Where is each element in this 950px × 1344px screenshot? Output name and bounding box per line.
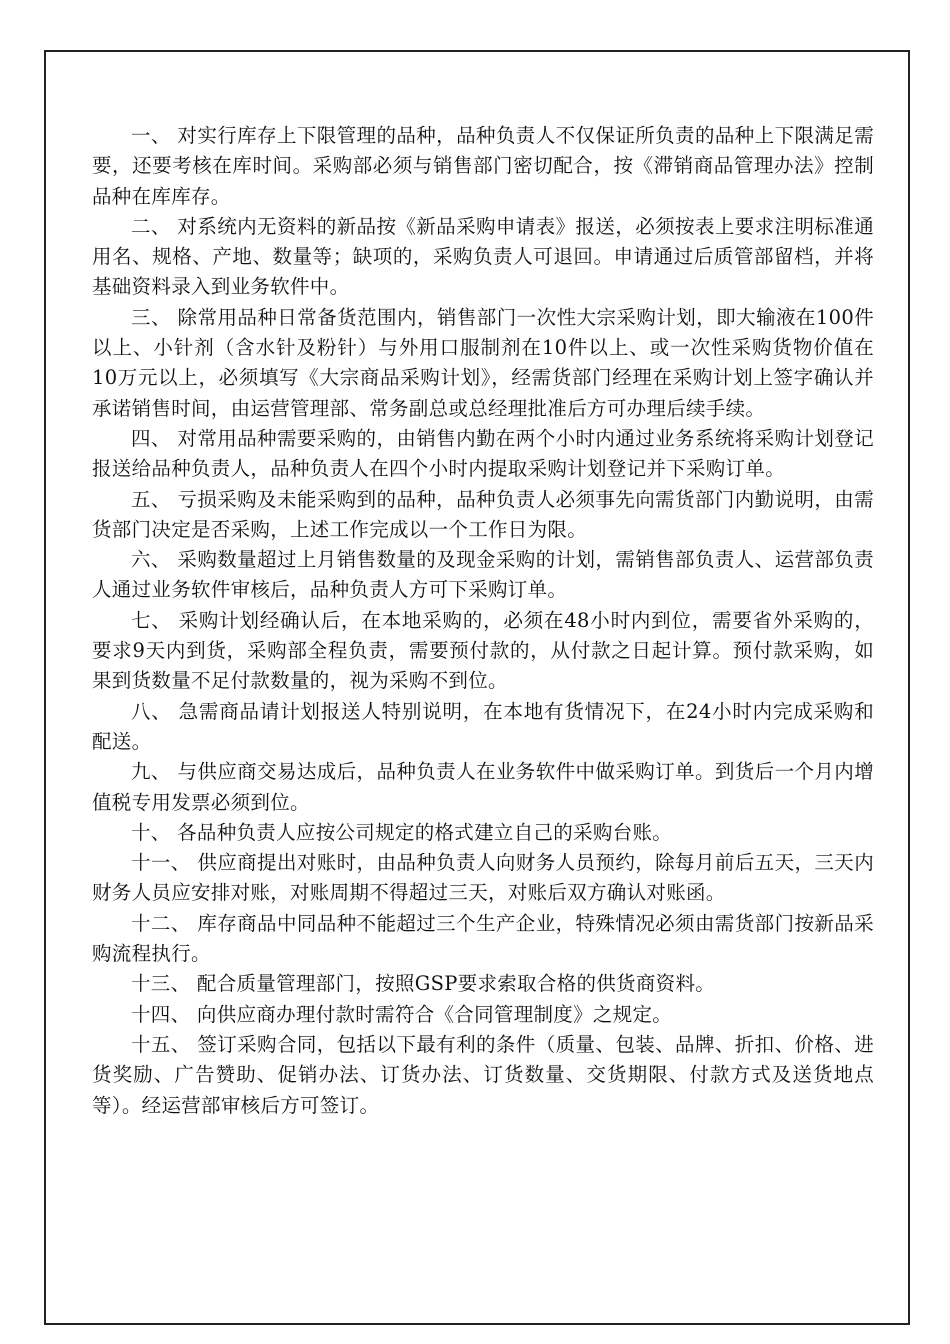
paragraph-6: 六、 采购数量超过上月销售数量的及现金采购的计划，需销售部负责人、运营部负责人通过业务软件审核后，品种负责人方可下采购订单。 xyxy=(92,548,874,602)
paragraph-13: 十三、 配合质量管理部门，按照GSP要求索取合格的供货商资料。 xyxy=(131,972,716,996)
document-body xyxy=(92,121,874,1121)
paragraph-15: 十五、 签订采购合同，包括以下最有利的条件（质量、包装、品牌、折扣、价格、进货奖励、广告赞助、促销办法、订货办法、订货数量、交货期限、付款方式及送货地点等）。经运营部审核后方可签订。 xyxy=(92,1032,874,1117)
paragraph-12: 十二、 库存商品中同品种不能超过三个生产企业，特殊情况必须由需货部门按新品采购流程执行。 xyxy=(92,911,874,966)
paragraph-4: 四、 对常用品种需要采购的，由销售内勤在两个小时内通过业务系统将采购计划登记报送给品种负责人，品种负责人在四个小时内提取采购计划登记并下采购订单。 xyxy=(92,426,874,481)
paragraph-8: 八、 急需商品请计划报送人特别说明，在本地有货情况下，在24小时内完成采购和配送。 xyxy=(92,699,874,753)
paragraph-9: 九、 与供应商交易达成后，品种负责人在业务软件中做采购订单。到货后一个月内增值税专用发票必须到位。 xyxy=(92,760,874,814)
paragraph-2: 二、 对系统内无资料的新品按《新品采购申请表》报送，必须按表上要求注明标准通用名、规格、产地、数量等；缺项的，采购负责人可退回。申请通过后质管部留档，并将基础资料录入到业务软件中。 xyxy=(92,214,874,299)
paragraph-10: 十、 各品种负责人应按公司规定的格式建立自己的采购台账。 xyxy=(131,820,673,844)
paragraph-11: 十一、 供应商提出对账时，由品种负责人向财务人员预约，除每月前后五天，三天内财务人员应安排对账，对账周期不得超过三天，对账后双方确认对账函。 xyxy=(92,851,874,905)
paragraph-14: 十四、 向供应商办理付款时需符合《合同管理制度》之规定。 xyxy=(131,1002,673,1026)
paragraph-3: 三、 除常用品种日常备货范围内，销售部门一次性大宗采购计划，即大输液在100件以上、小针剂（含水针及粉针）与外用口服制剂在10件以上、或一次性采购货物价值在10万元以上，必须填写《大宗商品采购计划》，经需货部门经理在采购计划上签字确认并承诺销售时间，由运营管理部、常务副总或总经理批准后方可办理后续手续。 xyxy=(92,305,874,420)
paragraph-5: 五、 亏损采购及未能采购到的品种，品种负责人必须事先向需货部门内勤说明，由需货部门决定是否采购，上述工作完成以一个工作日为限。 xyxy=(92,487,874,541)
paragraph-1: 一、 对实行库存上下限管理的品种，品种负责人不仅保证所负责的品种上下限满足需要，还要考核在库时间。采购部必须与销售部门密切配合，按《滞销商品管理办法》控制品种在库库存。 xyxy=(92,124,874,208)
paragraph-7: 七、 采购计划经确认后，在本地采购的，必须在48小时内到位，需要省外采购的，要求9天内到货，采购部全程负责，需要预付款的，从付款之日起计算。预付款采购，如果到货数量不足付款数量的，视为采购不到位。 xyxy=(92,608,874,693)
